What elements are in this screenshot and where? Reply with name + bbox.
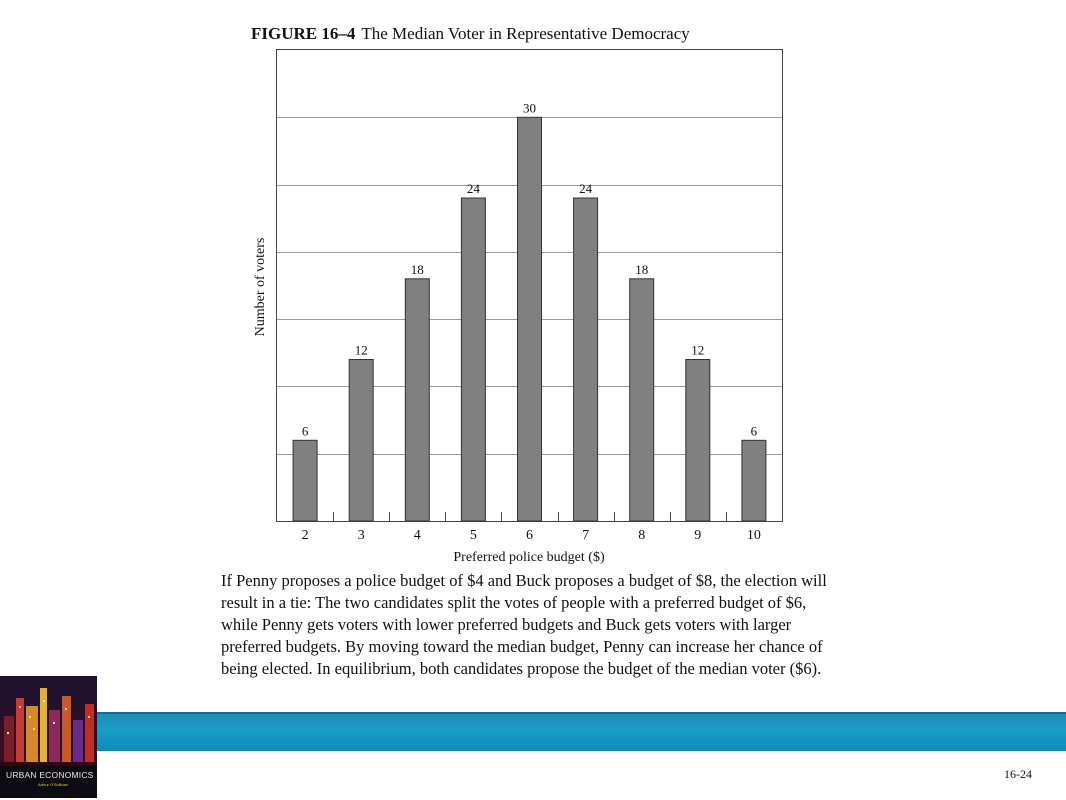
bar-2 [293, 440, 317, 521]
data-label: 6 [750, 423, 758, 439]
figure-caption: If Penny proposes a police budget of $4 and Buck proposes a budget of $8, the election will result in a tie: The two candidates split the votes of people with a preferred budget of $6, while Penny gets voters with lower preferred budgets and Buck gets voters with larger preferred budgets. By moving toward the median budget, Penny can increase her chance of being elected. In equilibrium, both candidates propose the budget of the median voter ($6). [221, 571, 827, 678]
bar-5 [461, 198, 485, 521]
x-tick-label: 4 [413, 528, 421, 543]
figure-label: FIGURE 16–4 [251, 24, 356, 43]
data-label: 12 [691, 342, 705, 358]
book-cover-title: URBAN ECONOMICS [6, 770, 94, 780]
data-label: 6 [301, 423, 309, 439]
x-tick-label: 9 [694, 528, 702, 543]
data-label: 18 [410, 261, 424, 277]
x-tick-label: 3 [357, 528, 365, 543]
data-label: 24 [466, 181, 480, 196]
data-label: 12 [354, 342, 368, 358]
book-cover-author: Arthur O'Sullivan [38, 782, 68, 787]
bar-3 [349, 360, 373, 522]
bar-7 [574, 198, 598, 521]
x-tick-label: 6 [526, 528, 533, 543]
x-tick-label: 10 [746, 528, 761, 543]
bar-10 [742, 440, 766, 521]
data-label: 24 [579, 181, 593, 196]
x-tick-label: 5 [469, 528, 477, 543]
data-label: 30 [523, 100, 536, 116]
book-cover [0, 676, 97, 798]
x-axis-label: Preferred police budget ($) [453, 550, 605, 565]
slide-number: 16-24 [1004, 767, 1032, 781]
x-tick-label: 7 [582, 528, 590, 543]
bar-8 [630, 279, 654, 521]
x-tick-labels [302, 528, 761, 543]
bar-4 [405, 279, 429, 521]
y-axis-label: Number of voters [253, 237, 268, 337]
figure-title-text: The Median Voter in Representative Democracy [361, 24, 690, 43]
bar-9 [686, 360, 710, 522]
bar-6 [518, 117, 542, 521]
footer-band [97, 712, 1066, 751]
data-label: 18 [635, 261, 649, 277]
x-tick-label: 2 [301, 528, 309, 543]
x-tick-label: 8 [638, 528, 646, 543]
